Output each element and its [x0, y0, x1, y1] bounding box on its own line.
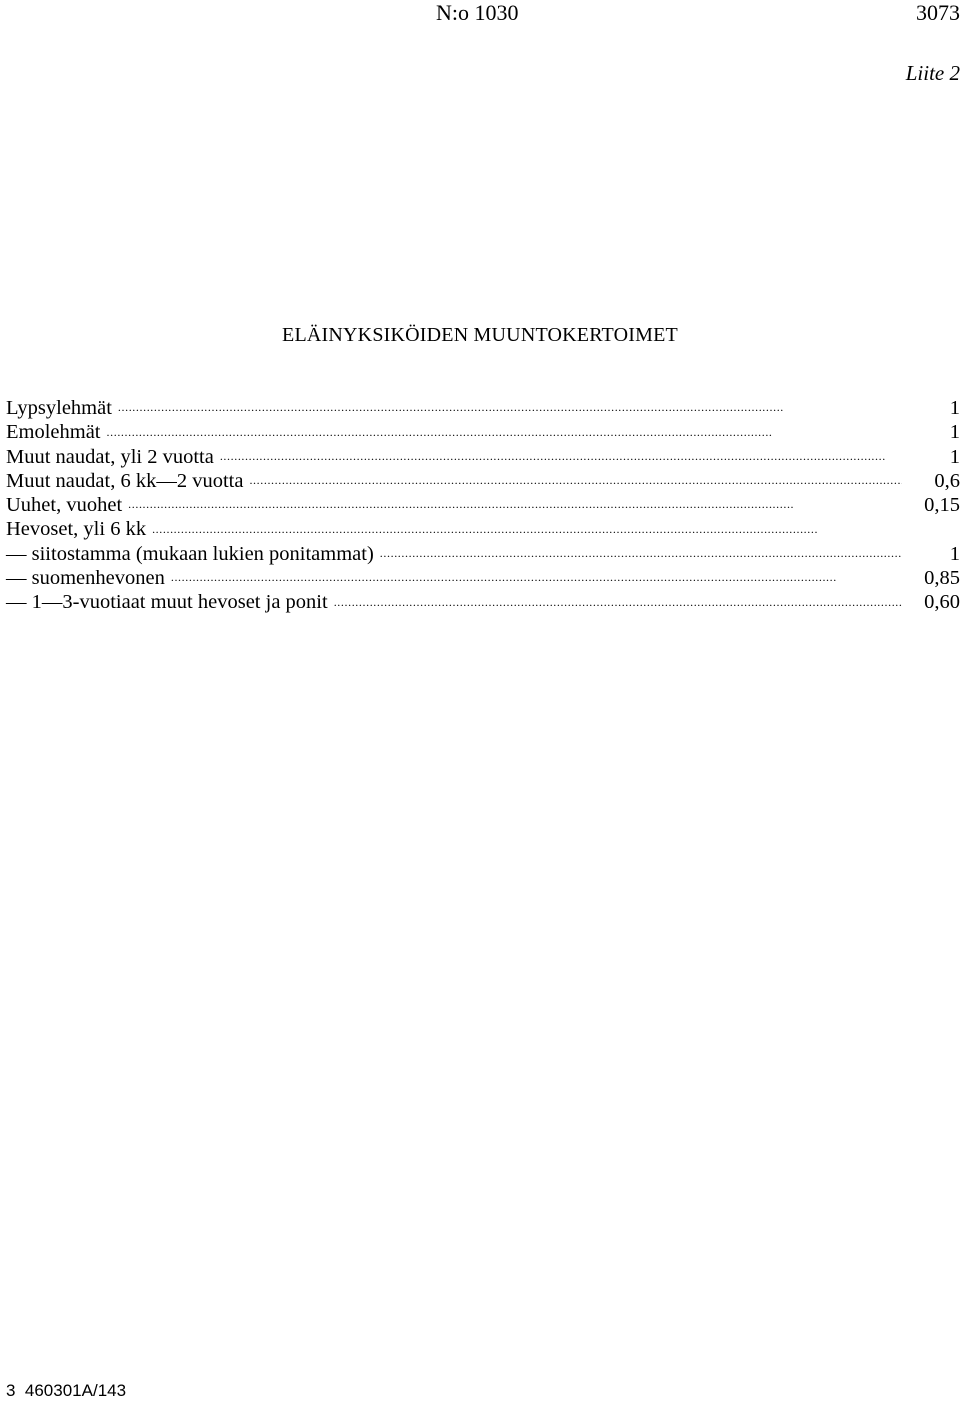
row-value: 1 — [949, 445, 960, 468]
dot-leader — [380, 543, 902, 561]
row-label: Muut naudat, 6 kk—2 vuotta — [6, 469, 244, 492]
row-value: 0,6 — [934, 469, 960, 492]
table-row — [6, 493, 960, 517]
dot-leader — [249, 470, 902, 488]
row-label: Lypsylehmät — [6, 397, 112, 419]
table-row — [6, 420, 960, 444]
row-label: — siitostamma (mukaan lukien ponitammat) — [6, 542, 374, 565]
row-value: 0,15 — [924, 494, 960, 517]
table-row — [6, 396, 960, 420]
row-label: Emolehmät — [6, 421, 101, 444]
dot-leader — [334, 592, 902, 610]
row-value: 0,60 — [924, 591, 960, 614]
dot-leader — [107, 422, 902, 440]
table-row — [6, 590, 960, 614]
row-value: 1 — [949, 397, 960, 419]
dot-leader — [118, 397, 902, 415]
row-label: — suomenhevonen — [6, 567, 165, 590]
row-value: 0,85 — [924, 567, 960, 590]
table-row — [6, 445, 960, 469]
appendix-label: Liite 2 — [905, 61, 960, 85]
document-title: ELÄINYKSIKÖIDEN MUUNTOKERTOIMET — [282, 324, 678, 346]
table-row — [6, 469, 960, 493]
dot-leader — [128, 494, 902, 512]
print-code: 3 460301A/143 — [6, 1381, 127, 1400]
dot-leader — [152, 519, 902, 537]
conversion-table — [6, 396, 960, 615]
table-row — [6, 542, 960, 566]
dot-leader — [171, 567, 902, 585]
row-label: — 1—3-vuotiaat muut hevoset ja ponit — [6, 591, 328, 614]
row-label: Uuhet, vuohet — [6, 494, 123, 517]
table-row — [6, 566, 960, 590]
row-label: Hevoset, yli 6 kk — [6, 518, 147, 541]
dot-leader — [220, 446, 902, 464]
table-row — [6, 517, 960, 541]
page-number: 3073 — [916, 0, 960, 25]
row-value: 1 — [949, 421, 960, 444]
row-label: Muut naudat, yli 2 vuotta — [6, 445, 214, 468]
law-number: N:o 1030 — [436, 0, 519, 25]
row-value: 1 — [949, 542, 960, 565]
